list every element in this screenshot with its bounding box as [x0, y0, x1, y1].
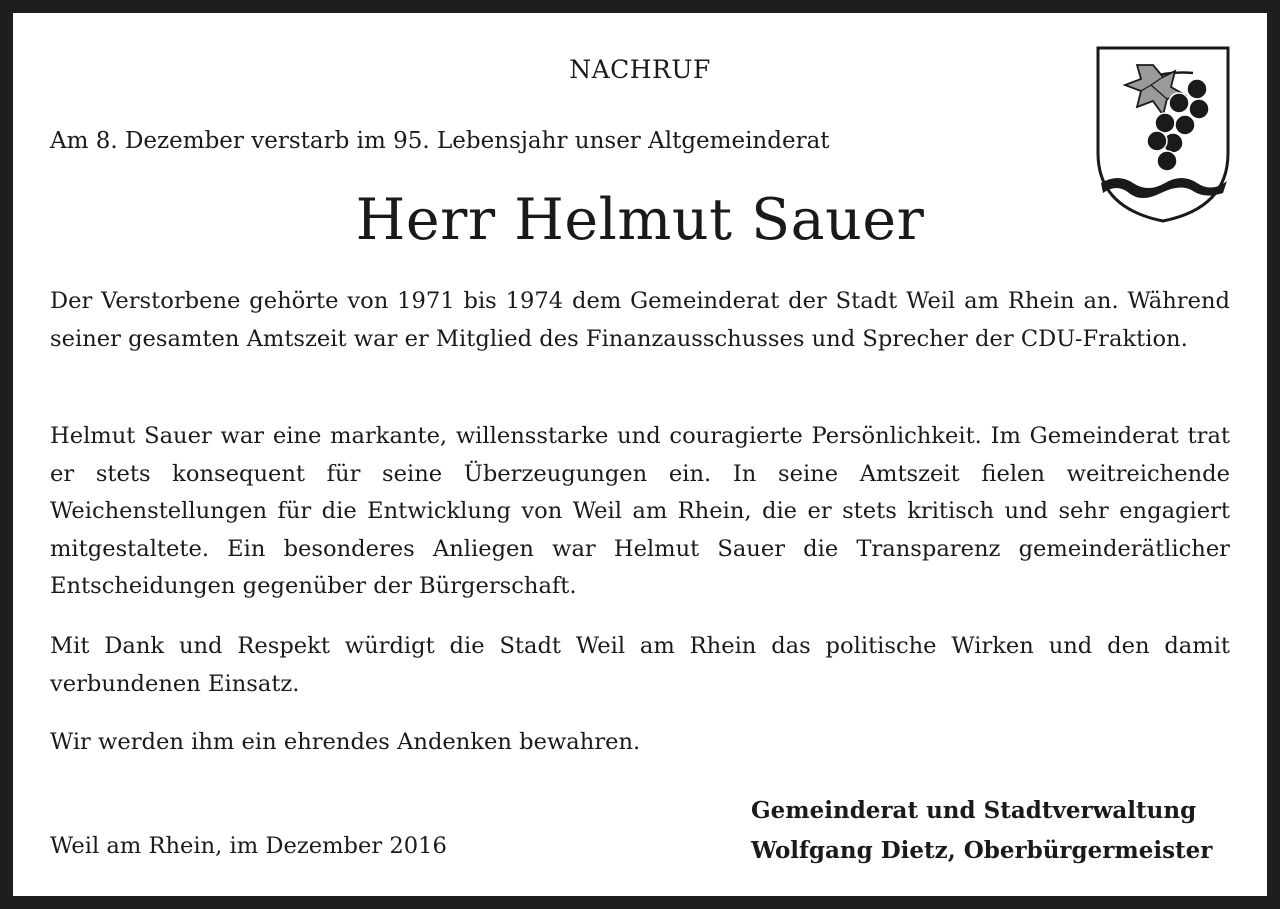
obituary-notice	[13, 13, 1267, 896]
coat-of-arms-grapes-icon	[1093, 43, 1233, 225]
signature-line-1: Gemeinderat und Stadtverwaltung	[751, 797, 1197, 824]
paragraph-3: Mit Dank und Respekt würdigt die Stadt Weil am Rhein das politische Wirken und den damit verbundenen Einsatz.	[50, 633, 1230, 697]
notice-frame	[13, 13, 1267, 896]
paragraph-2: Helmut Sauer war eine markante, willensstarke und couragierte Persönlichkeit. Im Gemeinderat trat er stets konsequent für seine Überzeugungen ein. In seine Amtszeit fielen weitreichende Weichenstellungen für die Entwicklung von Weil am Rhein, die er stets kritisch und sehr engagiert mitgestaltete. Ein besonderes Anliegen war Helmut Sauer die Transparenz gemeinderätlicher Entscheidungen gegenüber der Bürgerschaft.	[50, 423, 1230, 599]
paragraph-1: Der Verstorbene gehörte von 1971 bis 1974 dem Gemeinderat der Stadt Weil am Rhein an. Während seiner gesamten Amtszeit war er Mitglied des Finanzausschusses und Sprecher der CDU-Fraktion.	[50, 288, 1230, 352]
signature-block	[751, 791, 1212, 871]
paragraph-4: Wir werden ihm ein ehrendes Andenken bewahren.	[50, 729, 641, 755]
signature-line-2: Wolfgang Dietz, Oberbürgermeister	[751, 837, 1213, 864]
deceased-name: Herr Helmut Sauer	[355, 187, 925, 253]
place-and-date: Weil am Rhein, im Dezember 2016	[50, 833, 447, 859]
notice-heading: NACHRUF	[569, 55, 711, 84]
intro-line: Am 8. Dezember verstarb im 95. Lebensjahr unser Altgemeinderat	[50, 128, 830, 154]
